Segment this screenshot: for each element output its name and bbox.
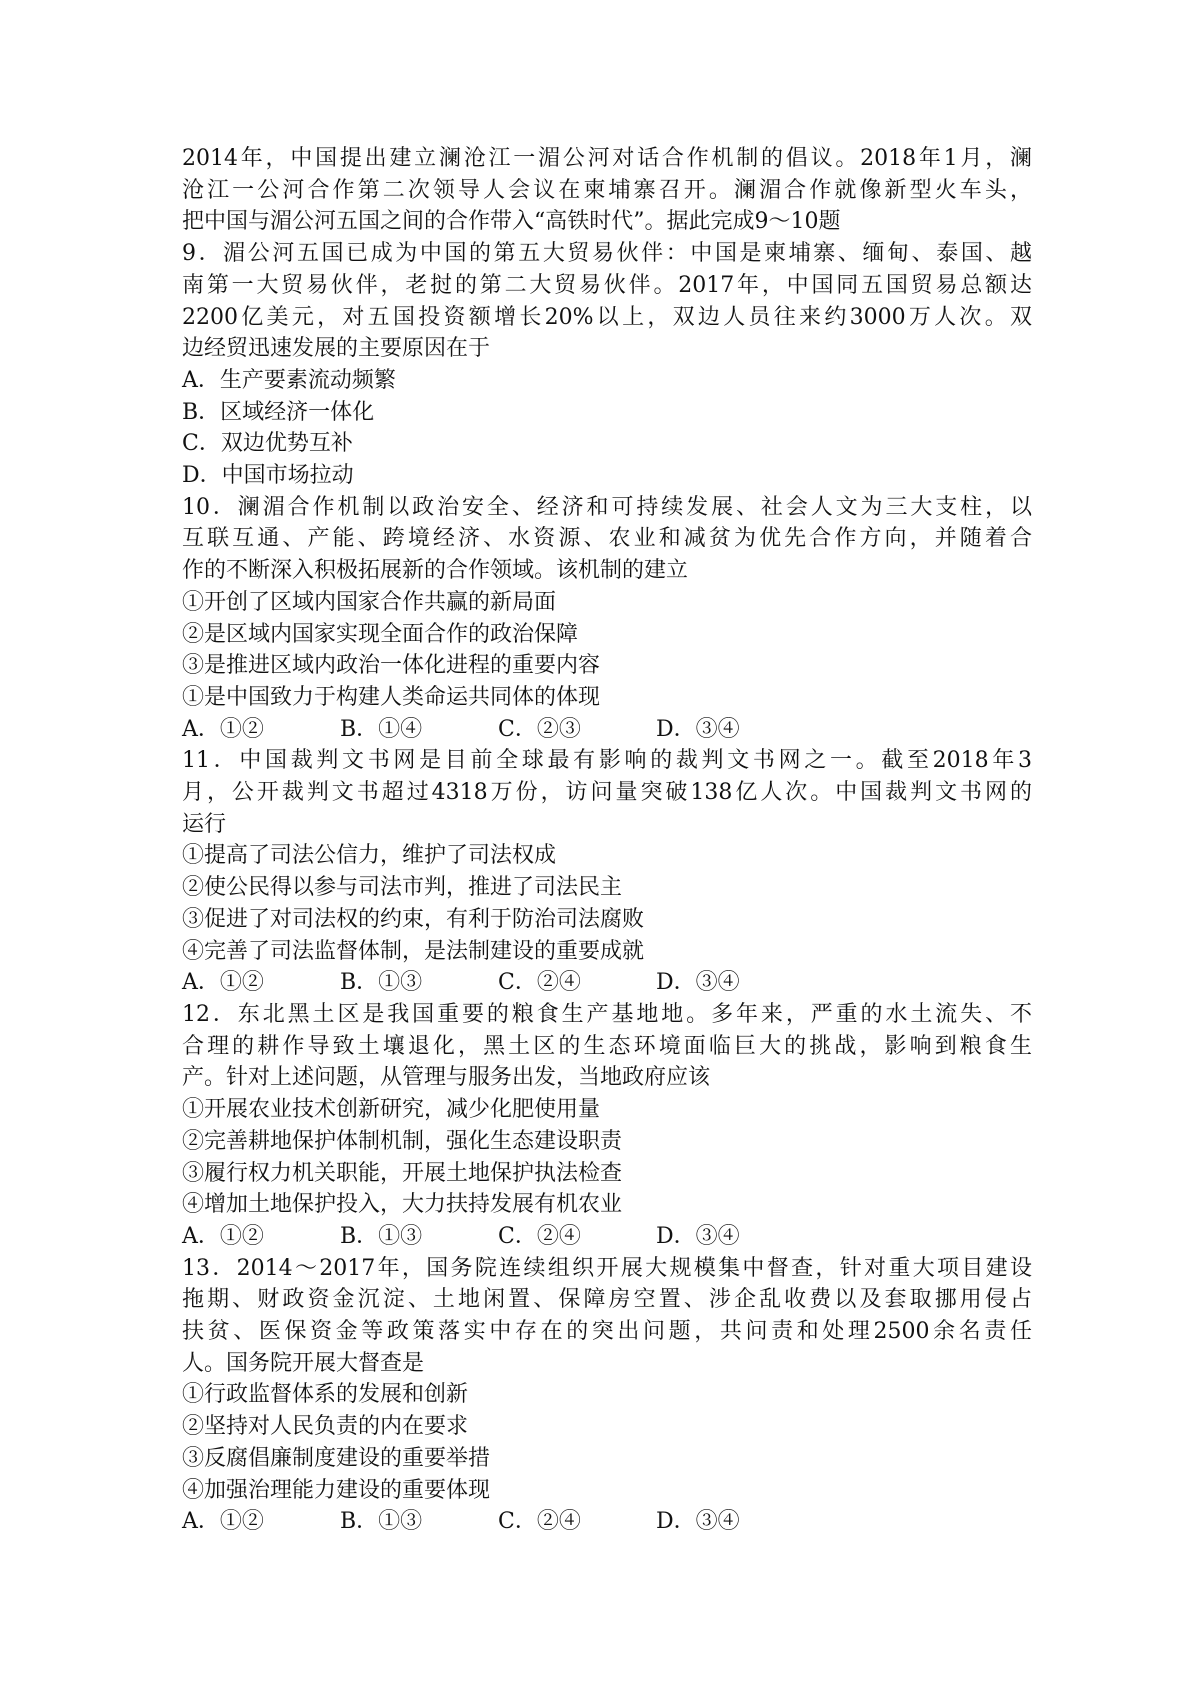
question-stem-line: 运行 — [182, 811, 227, 837]
option-d: D．③④ — [656, 970, 740, 996]
question-stem-line: 边经贸迅速发展的主要原因在于 — [182, 336, 491, 362]
choice-d: D．中国市场拉动 — [182, 463, 354, 489]
question-stem-line: 南第一大贸易伙伴，老挝的第二大贸易伙伴。2017年，中国同五国贸易总额达 — [182, 272, 1032, 298]
option-d: D．③④ — [656, 1509, 740, 1535]
option-a: A．①② — [182, 716, 264, 742]
option-c: C．②③ — [498, 716, 581, 742]
answer-options — [182, 1221, 1032, 1253]
statement-item: ④完善了司法监督体制，是法制建设的重要成就 — [182, 938, 645, 964]
question-stem-line: 拖期、财政资金沉淀、土地闲置、保障房空置、涉企乱收费以及套取挪用侵占 — [182, 1287, 1032, 1313]
statement-item: ④增加土地保护投入，大力扶持发展有机农业 — [182, 1192, 623, 1218]
intro-line: 2014年，中国提出建立澜沧江一湄公河对话合作机制的倡议。2018年1月，澜 — [182, 146, 1032, 171]
statement-item: ②使公民得以参与司法市判，推进了司法民主 — [182, 875, 623, 901]
option-d: D．③④ — [656, 1223, 740, 1249]
question-stem-line: 合理的耕作导致土壤退化，黑土区的生态环境面临巨大的挑战，影响到粮食生 — [182, 1033, 1032, 1059]
option-c: C．②④ — [498, 1509, 581, 1535]
question-stem-line: 11．中国裁判文书网是目前全球最有影响的裁判文书网之一。截至2018年3 — [182, 748, 1032, 774]
question-stem-line: 月，公开裁判文书超过4318万份，访问量突破138亿人次。中国裁判文书网的 — [182, 780, 1032, 806]
question-stem-line: 13．2014～2017年，国务院连续组织开展大规模集中督查，针对重大项目建设 — [182, 1255, 1032, 1281]
statement-item: ④加强治理能力建设的重要体现 — [182, 1477, 491, 1503]
choice-b: B．区域经济一体化 — [182, 399, 375, 425]
option-b: B．①③ — [340, 1223, 423, 1249]
answer-options — [182, 714, 1032, 746]
question-stem-line: 12．东北黑土区是我国重要的粮食生产基地地。多年来，严重的水土流失、不 — [182, 1001, 1032, 1027]
statement-item: ②完善耕地保护体制机制，强化生态建设职责 — [182, 1128, 623, 1154]
question-stem-line: 扶贫、医保资金等政策落实中存在的突出问题，共问责和处理2500余名责任 — [182, 1319, 1032, 1345]
statement-item: ③反腐倡廉制度建设的重要举措 — [182, 1445, 491, 1471]
option-b: B．①③ — [340, 970, 423, 996]
question-stem-line: 人。国务院开展大督查是 — [182, 1350, 425, 1376]
option-b: B．①④ — [340, 716, 423, 742]
statement-item: ①是中国致力于构建人类命运共同体的体现 — [182, 684, 601, 710]
option-a: A．①② — [182, 1223, 264, 1249]
question-stem-line: 10．澜湄合作机制以政治安全、经济和可持续发展、社会人文为三大支柱，以 — [182, 494, 1032, 520]
statement-item: ②坚持对人民负责的内在要求 — [182, 1414, 469, 1440]
statement-item: ②是区域内国家实现全面合作的政治保障 — [182, 621, 579, 647]
question-stem-line: 互联互通、产能、跨境经济、水资源、农业和减贫为优先合作方向，并随着合 — [182, 526, 1032, 552]
option-a: A．①② — [182, 1509, 264, 1535]
statement-item: ①行政监督体系的发展和创新 — [182, 1382, 469, 1408]
question-11 — [182, 745, 1032, 999]
choice-a: A．生产要素流动频繁 — [182, 367, 396, 393]
answer-options — [182, 967, 1032, 999]
option-c: C．②④ — [498, 970, 581, 996]
question-stem-line: 9．湄公河五国已成为中国的第五大贸易伙伴：中国是柬埔寨、缅甸、泰国、越 — [182, 241, 1032, 267]
statement-item: ③履行权力机关职能，开展土地保护执法检查 — [182, 1160, 623, 1186]
statement-item: ①开创了区域内国家合作共赢的新局面 — [182, 589, 557, 615]
statement-item: ①开展农业技术创新研究，减少化肥使用量 — [182, 1097, 601, 1123]
intro-passage — [182, 143, 1032, 238]
option-c: C．②④ — [498, 1223, 581, 1249]
question-10 — [182, 492, 1032, 746]
question-13 — [182, 1253, 1032, 1538]
exam-page — [182, 143, 1032, 1538]
option-b: B．①③ — [340, 1509, 423, 1535]
statement-item: ③促进了对司法权的约束，有利于防治司法腐败 — [182, 906, 645, 932]
statement-item: ①提高了司法公信力，维护了司法权成 — [182, 843, 557, 869]
question-9 — [182, 238, 1032, 492]
choice-c: C．双边优势互补 — [182, 431, 353, 457]
intro-line: 把中国与湄公河五国之间的合作带入“高铁时代”。据此完成9～10题 — [182, 209, 841, 235]
intro-line: 沧江一公河合作第二次领导人会议在柬埔寨召开。澜湄合作就像新型火车头， — [182, 177, 1032, 203]
statement-item: ③是推进区域内政治一体化进程的重要内容 — [182, 653, 601, 679]
question-12 — [182, 999, 1032, 1253]
question-stem-line: 作的不断深入积极拓展新的合作领域。该机制的建立 — [182, 558, 689, 584]
option-d: D．③④ — [656, 716, 740, 742]
question-stem-line: 2200亿美元，对五国投资额增长20%以上，双边人员往来约3000万人次。双 — [182, 304, 1032, 330]
question-stem-line: 产。针对上述问题，从管理与服务出发，当地政府应该 — [182, 1065, 711, 1091]
option-a: A．①② — [182, 970, 264, 996]
answer-options — [182, 1506, 1032, 1538]
